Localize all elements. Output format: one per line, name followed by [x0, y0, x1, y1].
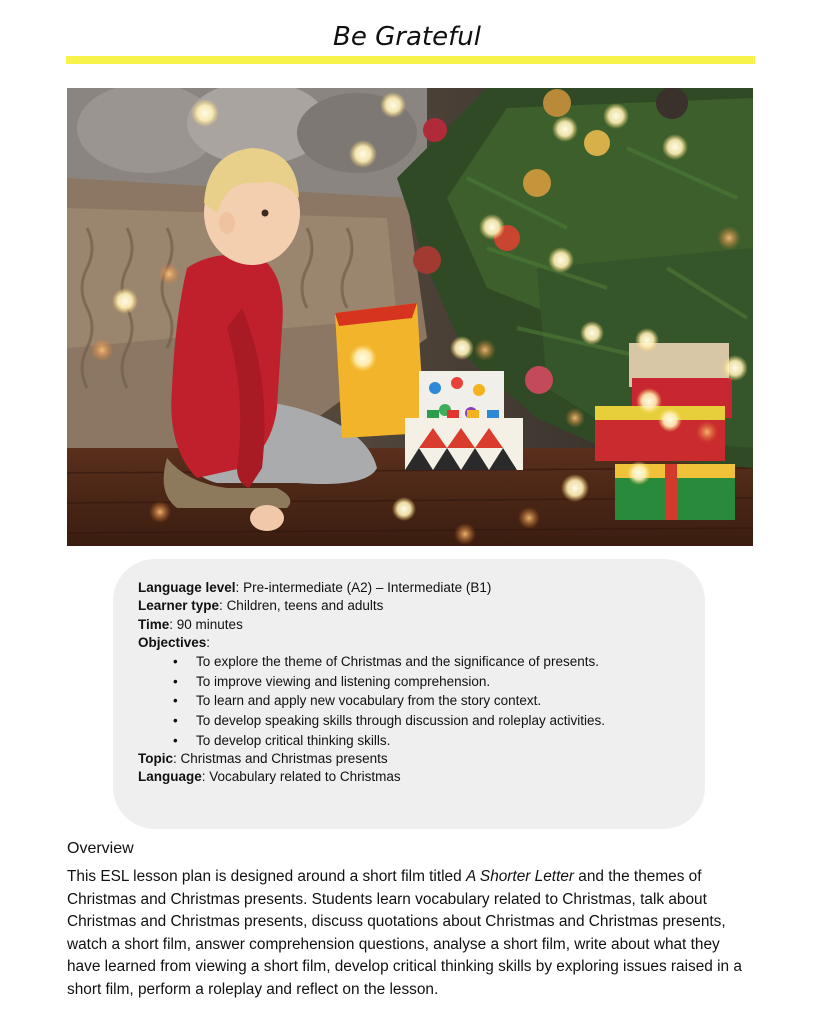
christmas-photo-illustration	[67, 88, 753, 546]
language-level-label: Language level	[138, 580, 236, 595]
overview-text-end: and the themes of Christmas and Christmas presents. Students learn vocabulary related to Christmas, talk about Christmas and Christmas presents, discuss quotations about Christmas and Christmas presents, watch a short film, answer comprehension questions, analyse a short film, write about what they have learned from viewing a short film, develop critical thinking skills by exploring issues raised in a short film, perform a roleplay and reflect on the lesson.	[67, 868, 742, 998]
language-row: Language: Vocabulary related to Christmas	[138, 769, 401, 785]
bullet-icon: •	[173, 712, 178, 728]
bullet-icon: •	[173, 693, 178, 709]
bullet-icon: •	[173, 654, 178, 670]
topic-value: Christmas and Christmas presents	[180, 751, 388, 767]
objectives-list	[138, 652, 705, 750]
objective-item	[138, 652, 705, 672]
language-level-value: Pre-intermediate (A2) – Intermediate (B1)	[243, 580, 492, 595]
bullet-icon: •	[173, 673, 178, 689]
title-underline-rule	[66, 56, 755, 64]
objective-text: To explore the theme of Christmas and the significance of presents.	[196, 654, 599, 670]
time-label: Time	[138, 616, 170, 632]
learner-type-label: Learner type	[138, 598, 220, 614]
language-label: Language	[138, 769, 202, 785]
bullet-icon: •	[173, 732, 178, 748]
learner-type-value: Children, teens and adults	[226, 598, 384, 614]
topic-label: Topic	[138, 751, 173, 767]
overview-paragraph	[67, 866, 757, 1002]
time-value: 90 minutes	[176, 616, 243, 632]
lesson-info-box	[113, 559, 705, 829]
language-value: Vocabulary related to Christmas	[209, 769, 401, 785]
objective-text: To develop critical thinking skills.	[196, 732, 391, 748]
objective-text: To develop speaking skills through discussion and roleplay activities.	[196, 712, 605, 728]
learner-type-row: Learner type: Children, teens and adults	[138, 598, 384, 614]
document-title: Be Grateful	[333, 22, 481, 52]
objective-item	[138, 672, 705, 692]
film-title: A Shorter Letter	[465, 868, 575, 885]
objective-item	[138, 711, 705, 731]
objectives-label: Objectives	[138, 634, 207, 650]
christmas-photo	[67, 88, 753, 546]
objective-text: To learn and apply new vocabulary from the story context.	[196, 693, 542, 709]
topic-row: Topic: Christmas and Christmas presents	[138, 751, 388, 767]
overview-text-start: This ESL lesson plan is designed around a short film titled	[67, 868, 466, 885]
overview-heading: Overview	[67, 840, 134, 857]
objective-item	[138, 731, 705, 751]
time-row: Time: 90 minutes	[138, 616, 243, 632]
objective-item	[138, 691, 705, 711]
objective-text: To improve viewing and listening comprehension.	[196, 673, 491, 689]
objectives-row: Objectives:	[138, 634, 211, 650]
language-level-row: Language level: Pre-intermediate (A2) – Intermediate (B1)	[138, 580, 492, 595]
